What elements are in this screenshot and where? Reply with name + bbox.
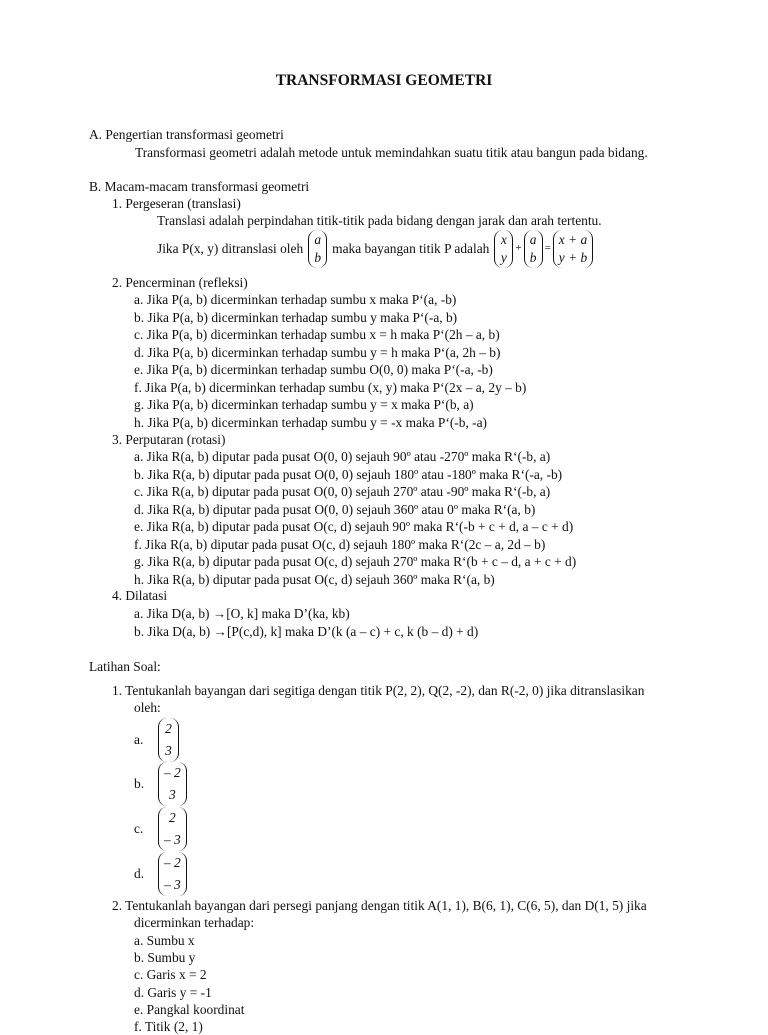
refleksi-heading: 2. Pencerminan (refleksi) [112, 275, 248, 290]
q2-option: d. Garis y = -1 [134, 985, 212, 1000]
section-a-body: Transformasi geometri adalah metode untuk memindahkan suatu titik atau bangun pada bidang. [135, 145, 648, 160]
q1-option-label: d. [134, 866, 145, 882]
q1-option-label: a. [134, 732, 144, 748]
translasi-body: Translasi adalah perpindahan titik-titik pada bidang dengan jarak dan arah tertentu. [157, 213, 602, 228]
vector-bottom: 3 [165, 743, 172, 758]
question-2-text-cont: dicerminkan terhadap: [134, 915, 255, 930]
vector-ab-top: a [314, 232, 322, 247]
q1-option [134, 762, 187, 806]
vector-xy [494, 230, 513, 268]
formula-prefix: Jika P(x, y) ditranslasi oleh [157, 241, 304, 257]
q1-option-vector [158, 762, 187, 806]
refleksi-item: c. Jika P(a, b) dicerminkan terhadap sumbu x = h maka P‘(2h – a, b) [134, 327, 500, 342]
rotasi-item: h. Jika R(a, b) diputar pada pusat O(c, d) sejauh 360º maka R‘(a, b) [134, 571, 495, 587]
question-2-text: 2. Tentukanlah bayangan dari persegi panjang dengan titik A(1, 1), B(6, 1), C(6, 5), dan D(1, 5) jika [112, 898, 647, 913]
plus-sign: + [515, 242, 522, 255]
vector-bottom: – 3 [164, 877, 181, 892]
vector-sum [553, 230, 593, 268]
refleksi-item: d. Jika P(a, b) dicerminkan terhadap sumbu y = h maka P‘(a, 2h – b) [134, 344, 501, 360]
vector-top: 2 [169, 810, 176, 825]
q2-option: a. Sumbu x [134, 933, 195, 948]
vector-xy-top: x [500, 232, 507, 247]
refleksi-item: f. Jika P(a, b) dicerminkan terhadap sumbu (x, y) maka P‘(2x – a, 2y – b) [134, 379, 527, 395]
q2-option: c. Garis x = 2 [134, 967, 207, 982]
vector-ab-bottom: b [314, 250, 322, 265]
q1-option-vector [158, 718, 179, 762]
q2-option: e. Pangkal koordinat [134, 1002, 245, 1017]
vector-bottom: 3 [169, 787, 176, 802]
refleksi-item: b. Jika P(a, b) dicerminkan terhadap sumbu y maka P‘(-a, b) [134, 309, 458, 325]
document-title: TRANSFORMASI GEOMETRI [275, 72, 493, 89]
refleksi-item: h. Jika P(a, b) dicerminkan terhadap sumbu y = -x maka P‘(-b, -a) [134, 414, 488, 430]
q2-option: b. Sumbu y [134, 950, 196, 965]
question-1-text-cont: oleh: [134, 700, 161, 715]
vector-top: – 2 [164, 765, 181, 780]
vector-top: 2 [165, 721, 172, 736]
rotasi-item: c. Jika R(a, b) diputar pada pusat O(0, 0) sejauh 270º atau -90º maka R‘(-b, a) [134, 484, 551, 499]
latihan-heading: Latihan Soal: [89, 659, 161, 674]
rotasi-item: d. Jika R(a, b) diputar pada pusat O(0, 0) sejauh 360º atau 0º maka R‘(a, b) [134, 501, 536, 517]
q1-option [134, 852, 187, 896]
vector-ab-2-bottom: b [529, 250, 537, 265]
rotasi-item: g. Jika R(a, b) diputar pada pusat O(c, d) sejauh 270º maka R‘(b + c – d, a + c + d) [134, 554, 577, 569]
vector-xy-bottom: y [500, 250, 507, 265]
vector-ab-2-top: a [529, 232, 537, 247]
q1-option-label: b. [134, 776, 145, 792]
vector-ab-2 [524, 230, 543, 268]
formula-mid: maka bayangan titik P adalah [332, 241, 490, 257]
translasi-formula [157, 230, 593, 268]
q1-option-label: c. [134, 821, 144, 837]
vector-ab [308, 230, 327, 268]
vector-sum-top: x + a [558, 232, 588, 247]
rotasi-item: e. Jika R(a, b) diputar pada pusat O(c, d) sejauh 90º maka R‘(-b + c + d, a – c + d) [134, 519, 574, 534]
rotasi-heading: 3. Perputaran (rotasi) [112, 432, 226, 447]
rotasi-item: b. Jika R(a, b) diputar pada pusat O(0, 0) sejauh 180º atau -180º maka R‘(-a, -b) [134, 466, 563, 482]
q1-option-vector [158, 852, 187, 896]
dilatasi-item: a. Jika D(a, b) →[O, k] maka D’(ka, kb) [134, 606, 350, 621]
question-1-text: 1. Tentukanlah bayangan dari segitiga dengan titik P(2, 2), Q(2, -2), dan R(-2, 0) jika ditranslasikan [112, 683, 645, 698]
refleksi-item: g. Jika P(a, b) dicerminkan terhadap sumbu y = x maka P‘(b, a) [134, 397, 474, 412]
vector-bottom: – 3 [164, 832, 181, 847]
vector-top: – 2 [164, 855, 181, 870]
section-b-heading: B. Macam-macam transformasi geometri [89, 179, 310, 194]
q1-option [134, 718, 179, 762]
q2-option: f. Titik (2, 1) [134, 1019, 203, 1034]
equals-sign: = [544, 242, 551, 255]
refleksi-item: a. Jika P(a, b) dicerminkan terhadap sumbu x maka P‘(a, -b) [134, 292, 457, 307]
q1-option [134, 807, 187, 851]
translasi-heading: 1. Pergeseran (translasi) [112, 196, 241, 211]
dilatasi-heading: 4. Dilatasi [112, 588, 168, 603]
section-a-heading: A. Pengertian transformasi geometri [89, 127, 284, 142]
vector-sum-bottom: y + b [558, 250, 588, 265]
q1-option-vector [158, 807, 187, 851]
refleksi-item: e. Jika P(a, b) dicerminkan terhadap sumbu O(0, 0) maka P‘(-a, -b) [134, 362, 493, 377]
rotasi-item: f. Jika R(a, b) diputar pada pusat O(c, d) sejauh 180º maka R‘(2c – a, 2d – b) [134, 536, 546, 552]
rotasi-item: a. Jika R(a, b) diputar pada pusat O(0, 0) sejauh 90º atau -270º maka R‘(-b, a) [134, 449, 551, 464]
dilatasi-item: b. Jika D(a, b) →[P(c,d), k] maka D’(k (a – c) + c, k (b – d) + d) [134, 624, 479, 639]
